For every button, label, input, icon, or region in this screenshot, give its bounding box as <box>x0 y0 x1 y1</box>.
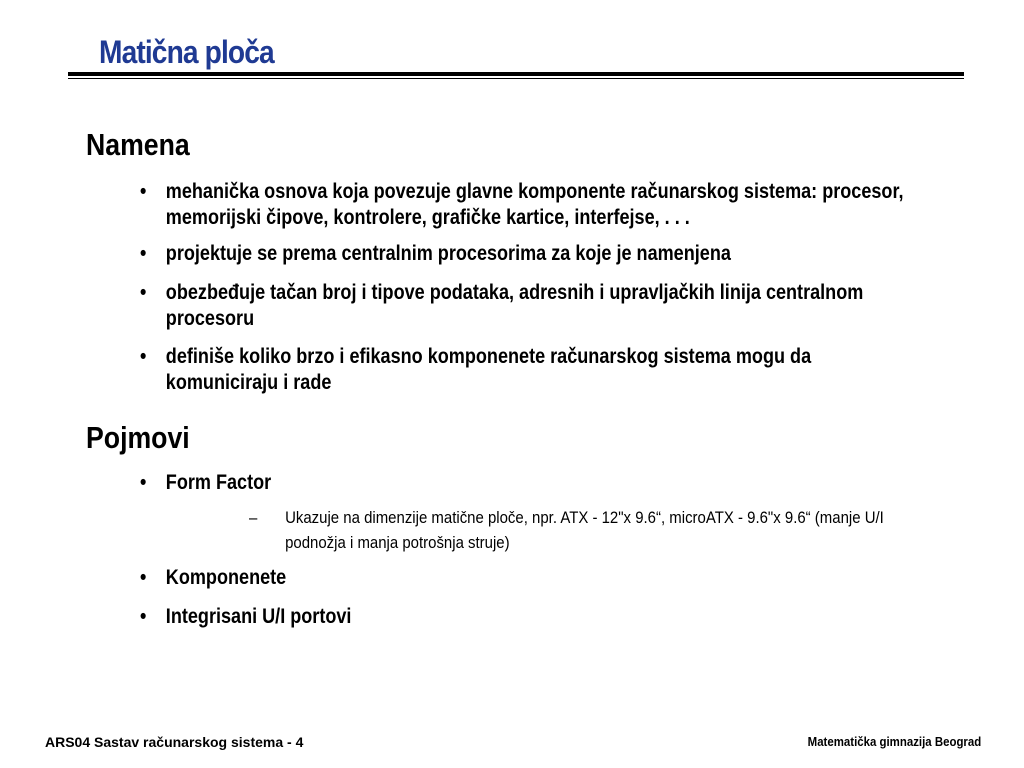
bullet-item <box>140 241 914 267</box>
bullet-item <box>140 344 914 396</box>
bullet-item <box>140 470 914 496</box>
bullet-marker: • <box>140 180 147 203</box>
bullet-item <box>140 280 914 332</box>
bullet-item <box>140 565 914 591</box>
title-divider-thin <box>68 78 964 79</box>
bullet-text: definiše koliko brzo i efikasno komponenete računarskog sistema mogu da komuniciraju i rade <box>165 345 812 394</box>
bullet-text: Integrisani U/I portovi <box>165 605 352 628</box>
bullet-item <box>140 604 914 630</box>
bullet-marker: • <box>140 471 147 494</box>
footer-school-label: Matematička gimnazija Beograd <box>807 734 981 749</box>
bullet-marker: • <box>140 281 147 304</box>
subbullet-item <box>249 505 935 555</box>
section-heading-pojmovi: Pojmovi <box>86 420 190 455</box>
bullet-marker: • <box>140 345 147 368</box>
footer-course-label: ARS04 Sastav računarskog sistema - 4 <box>45 734 304 750</box>
subbullet-text: Ukazuje na dimenzije matične ploče, npr. ATX - 12"x 9.6“, microATX - 9.6"x 9.6“ (manje U/I podnožja i manja potrošnja struje) <box>285 508 884 552</box>
bullet-text: obezbeđuje tačan broj i tipove podataka, adresnih i upravljačkih linija centralnom procesoru <box>165 281 864 330</box>
section-heading-namena: Namena <box>86 127 190 162</box>
bullet-text: Form Factor <box>165 471 272 494</box>
bullet-item <box>140 179 914 231</box>
bullet-marker: • <box>140 242 147 265</box>
slide-title: Matična ploča <box>99 34 274 70</box>
dash-marker: – <box>249 508 258 527</box>
bullet-marker: • <box>140 605 147 628</box>
bullet-marker: • <box>140 566 147 589</box>
title-divider-thick <box>68 72 964 76</box>
bullet-text: projektuje se prema centralnim procesorima za koje je namenjena <box>165 242 731 265</box>
bullet-text: Komponenete <box>165 566 287 589</box>
bullet-text: mehanička osnova koja povezuje glavne komponente računarskog sistema: procesor, memorijski čipove, kontrolere, grafičke kartice, interfejse, . . . <box>165 180 904 229</box>
